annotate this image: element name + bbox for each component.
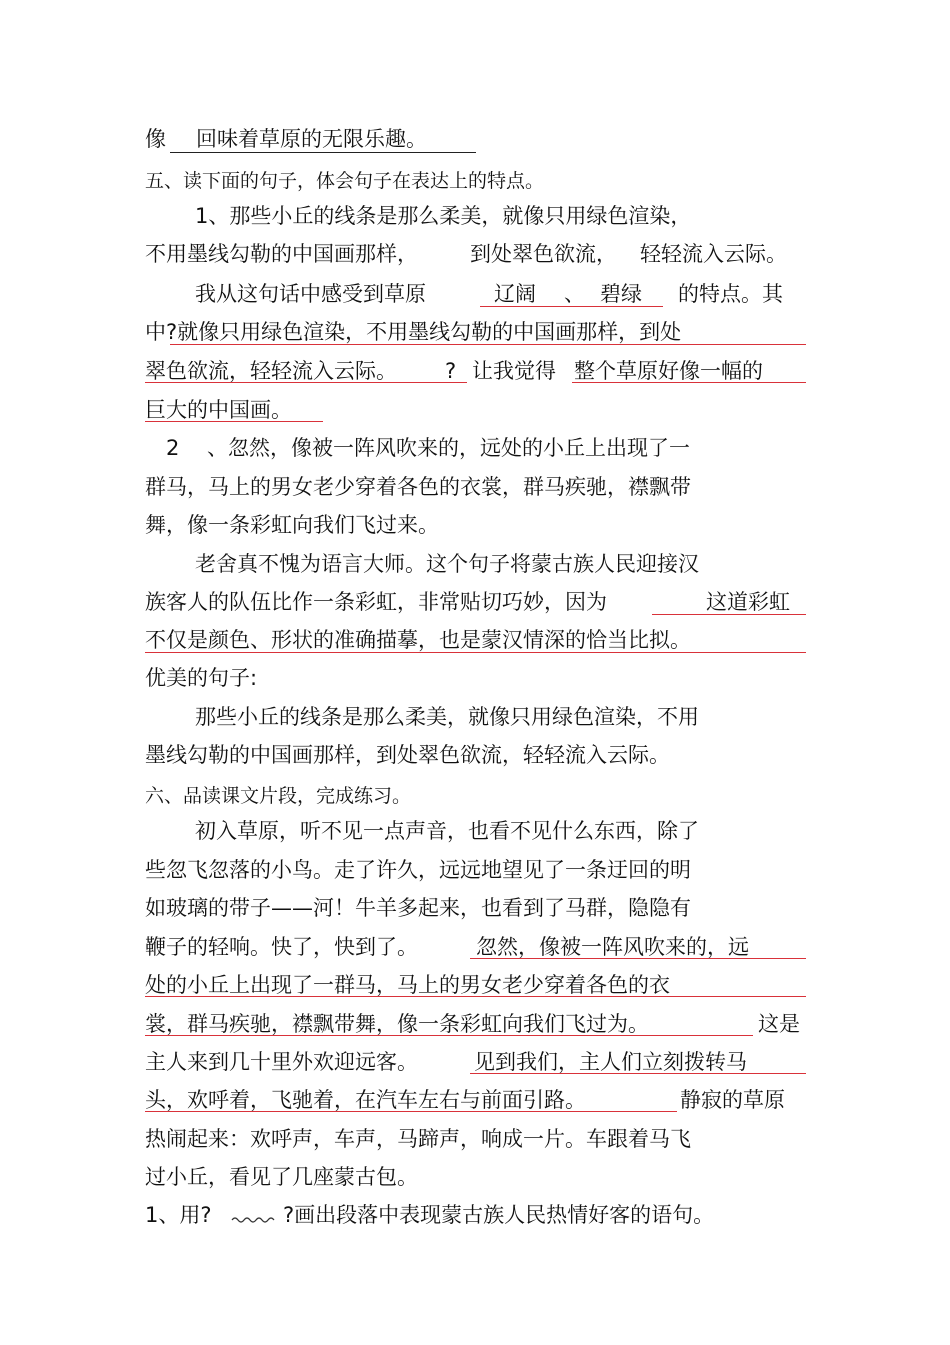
passage-line: 见到我们，主人们立刻拨转马: [474, 1050, 747, 1074]
text-line: 墨线勾勒的中国画那样，到处翠色欲流，轻轻流入云际。: [145, 743, 670, 767]
exercise-text: 1、用?: [145, 1203, 212, 1227]
answer-underline: [145, 652, 806, 653]
answer-underline: [145, 1111, 677, 1112]
answer-text: 翠色欲流，轻轻流入云际。: [145, 359, 397, 383]
question-text: 群马，马上的男女老少穿着各色的衣裳，群马疾驰，襟飘带: [145, 475, 691, 499]
passage-line: 热闹起来：欢呼声，车声，马蹄声，响成一片。车跟着马飞: [145, 1127, 691, 1151]
answer-underline: [170, 344, 806, 345]
passage-line: 头，欢呼着，飞驰着，在汽车左右与前面引路。: [145, 1088, 586, 1112]
passage-line: 裳，群马疾驰，襟飘带舞，像一条彩虹向我们飞过为。: [145, 1012, 649, 1036]
passage-line: 这是: [758, 1012, 800, 1036]
answer-text: 整个草原好像一幅的: [574, 359, 763, 383]
passage-line: 主人来到几十里外欢迎远客。: [145, 1050, 418, 1074]
answer-underline: [652, 614, 806, 615]
section-title: 五、读下面的句子，体会句子在表达上的特点。: [145, 170, 545, 192]
question-text: 舞，像一条彩虹向我们飞过来。: [145, 513, 439, 537]
question-text: 、忽然，像被一阵风吹来的，远处的小丘上出现了一: [207, 436, 690, 460]
answer-prompt: 的特点。其: [678, 282, 783, 306]
answer-underline: [480, 306, 663, 307]
answer-underline: [470, 1073, 806, 1074]
answer-prompt: 族客人的队伍比作一条彩虹，非常贴切巧妙，因为: [145, 590, 607, 614]
answer-underline: [170, 152, 476, 153]
text-line: 像: [145, 127, 166, 151]
answer-text: 巨大的中国画。: [145, 398, 292, 422]
question-text: 1、那些小丘的线条是那么柔美，就像只用绿色渲染，: [195, 204, 692, 228]
answer-text: 回味着草原的无限乐趣。: [196, 127, 427, 151]
answer-underline: [145, 996, 806, 997]
answer-text: 、: [564, 282, 585, 306]
text-line: 那些小丘的线条是那么柔美，就像只用绿色渲染，不用: [195, 705, 699, 729]
answer-text: 这道彩虹: [706, 590, 790, 614]
passage-line: 初入草原，听不见一点声音，也看不见什么东西，除了: [195, 819, 699, 843]
passage-line: 忽然，像被一阵风吹来的，远: [476, 935, 749, 959]
question-number: 2: [166, 436, 180, 460]
passage-line: 如玻璃的带子——河！牛羊多起来，也看到了马群，隐隐有: [145, 896, 691, 920]
passage-line: 些忽飞忽落的小鸟。走了许久，远远地望见了一条迂回的明: [145, 858, 691, 882]
passage-line: 鞭子的轻响。快了，快到了。: [145, 935, 418, 959]
passage-line: 静寂的草原: [680, 1088, 785, 1112]
question-text: 轻轻流入云际。: [640, 242, 787, 266]
answer-underline: [572, 382, 806, 383]
passage-line: 处的小丘上出现了一群马，马上的男女老少穿着各色的衣: [145, 973, 670, 997]
question-text: 到处翠色欲流，: [470, 242, 617, 266]
question-text: 不用墨线勾勒的中国画那样，: [145, 242, 418, 266]
answer-text: 不仅是颜色、形状的准确描摹，也是蒙汉情深的恰当比拟。: [145, 628, 691, 652]
answer-underline: [145, 1035, 753, 1036]
answer-underline: [145, 421, 323, 422]
answer-text: 碧绿: [600, 282, 642, 306]
answer-prompt: 老舍真不愧为语言大师。这个句子将蒙古族人民迎接汉: [195, 552, 699, 576]
section-title: 优美的句子:: [145, 666, 258, 690]
answer-prompt: 让我觉得: [472, 359, 556, 383]
passage-line: 过小丘，看见了几座蒙古包。: [145, 1165, 418, 1189]
answer-text: 中?就像只用绿色渲染，不用墨线勾勒的中国画那样，到处: [145, 320, 682, 344]
answer-text: ?: [445, 359, 457, 383]
answer-prompt: 我从这句话中感受到草原: [195, 282, 426, 306]
answer-underline: [470, 958, 806, 959]
wavy-line-icon: [230, 1214, 278, 1224]
section-title: 六、品读课文片段，完成练习。: [145, 785, 412, 807]
exercise-text: ?画出段落中表现蒙古族人民热情好客的语句。: [283, 1203, 715, 1227]
answer-underline: [145, 382, 467, 383]
answer-text: 辽阔: [494, 282, 536, 306]
